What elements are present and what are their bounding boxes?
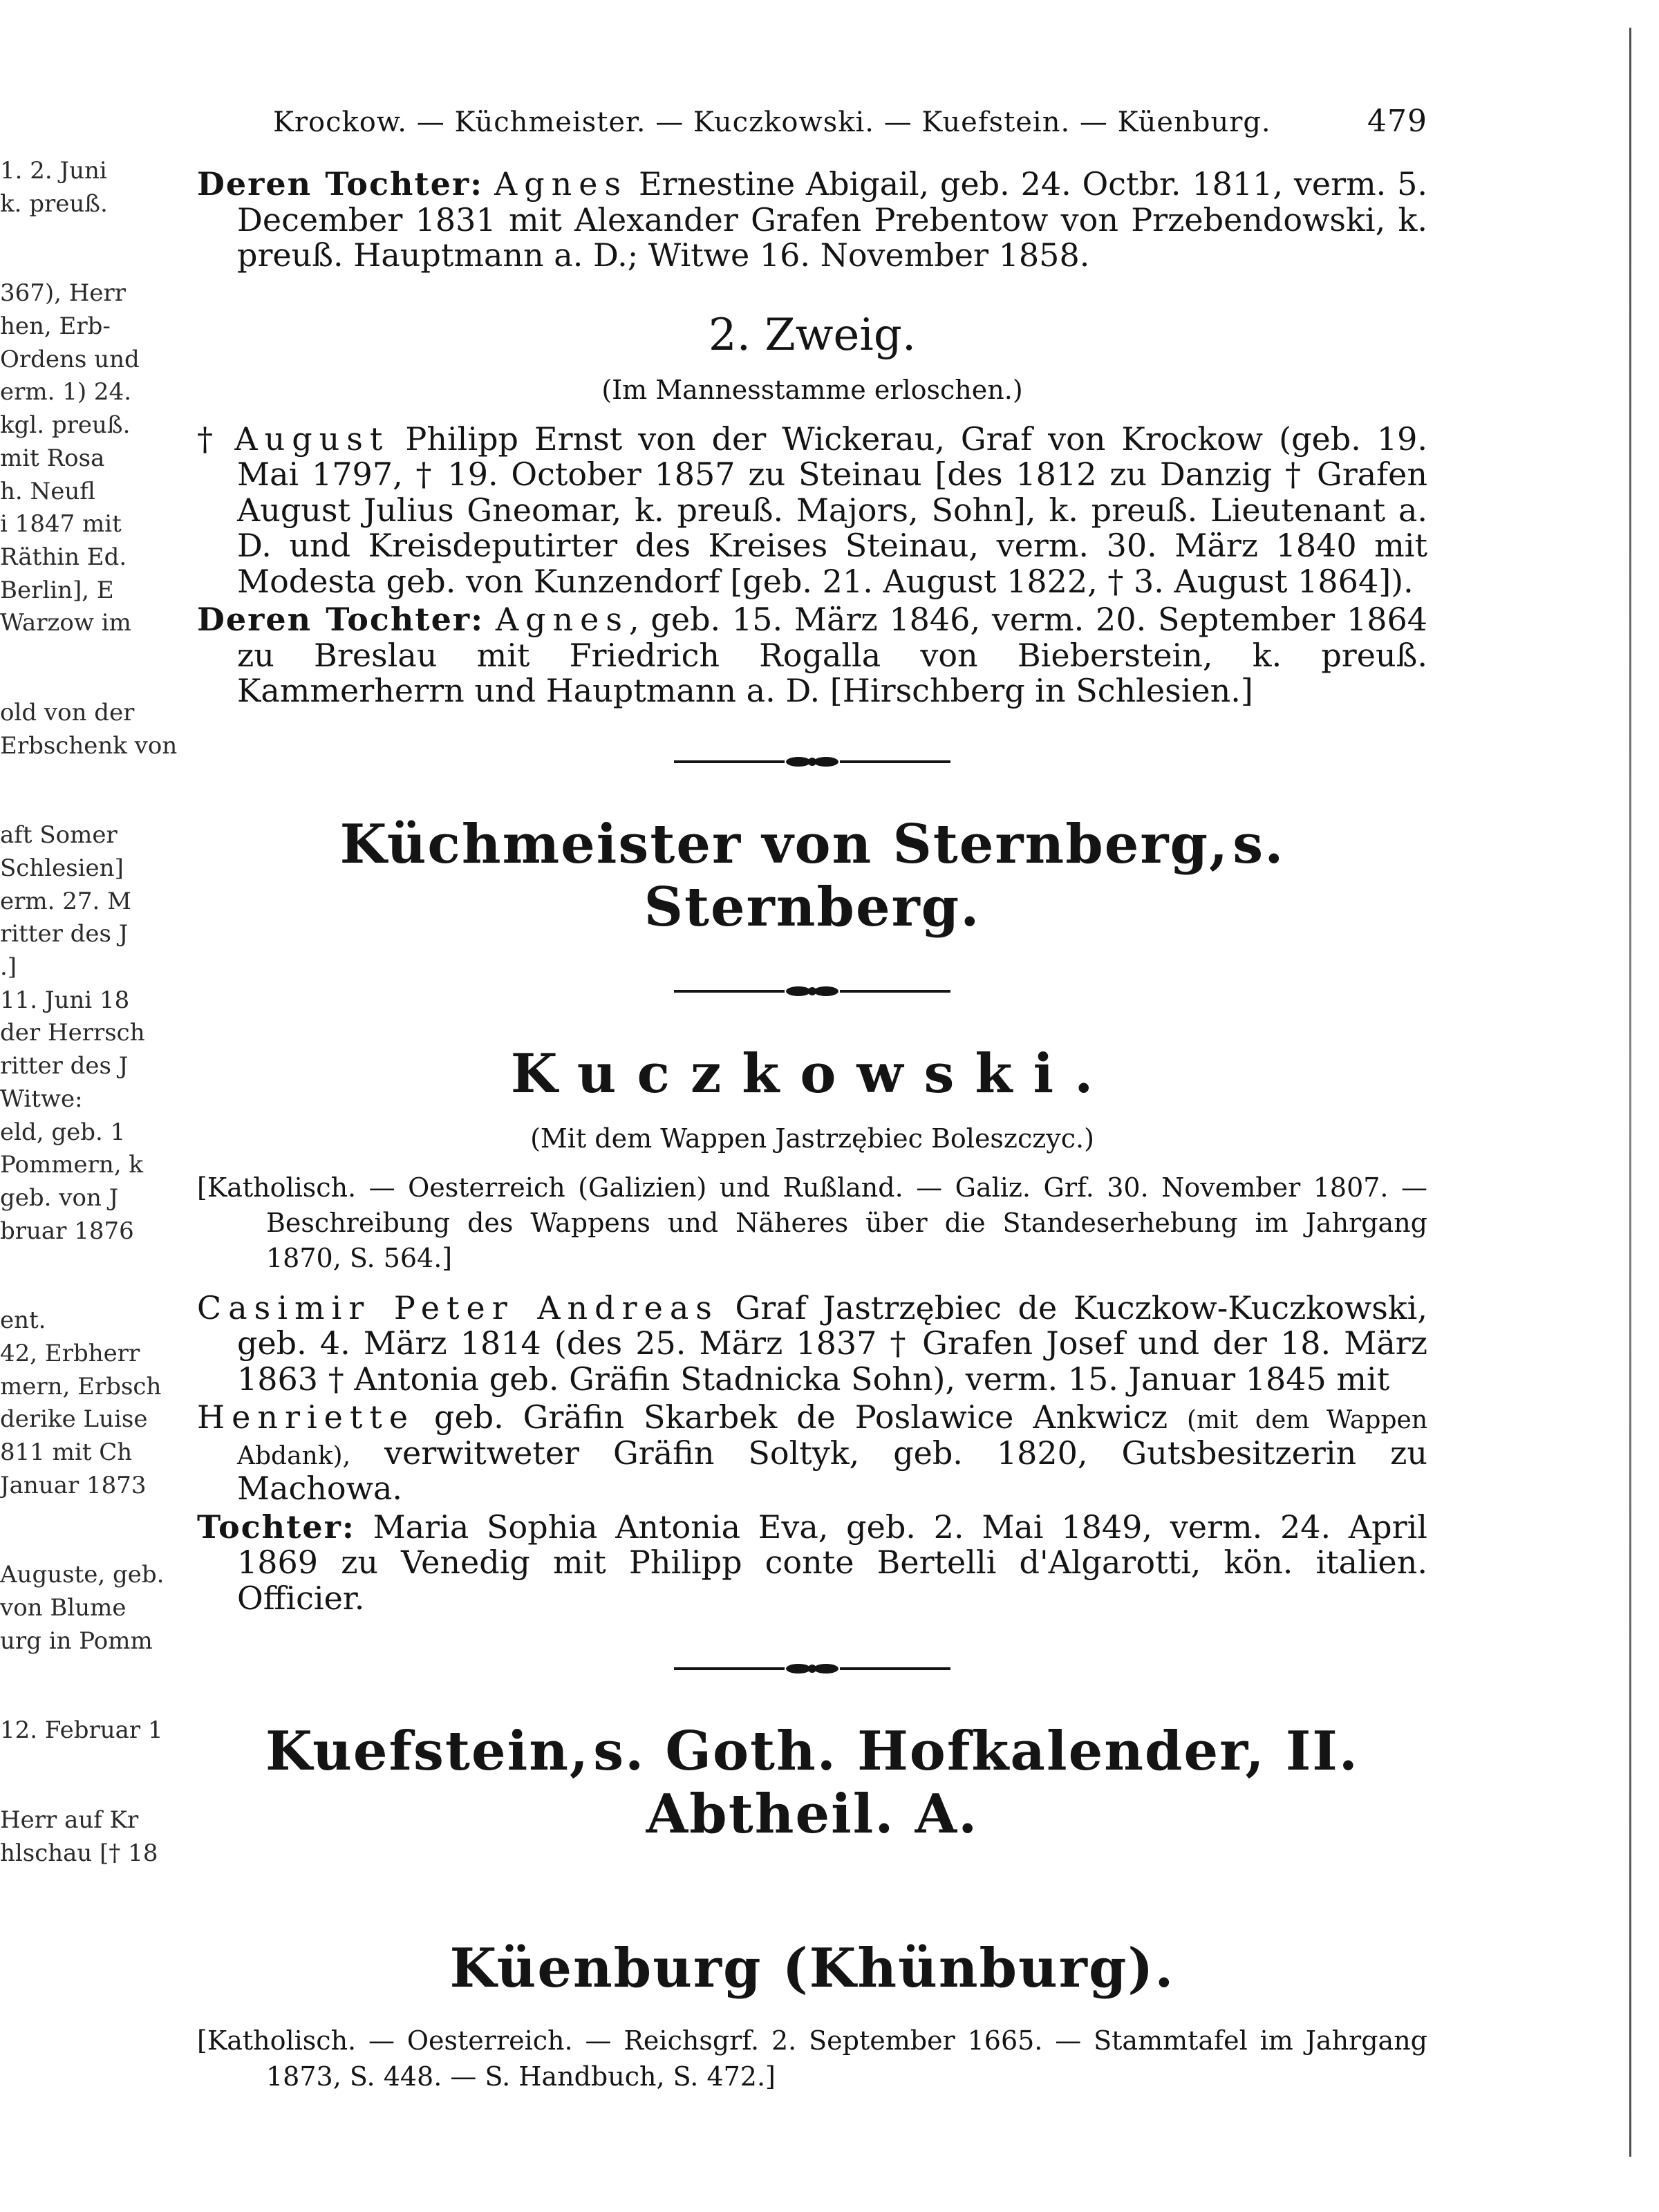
page [197,104,1427,2108]
bleed-fragment: ritter des J [0,920,129,948]
entry-text: Graf Jastrzębiec de Kuczkow-Kuczkowski, geb. 4. März 1814 (des 25. März 1837 † Grafen Josef und der 18. März 1863 † Antonia geb. Gräfin Stadnicka Sohn), verm. 15. Januar 1845 mit [237,1288,1428,1398]
bleed-fragment: von Blume [0,1594,126,1622]
bleed-fragment: aft Somer [0,821,118,850]
bleed-fragment [0,644,131,693]
bleed-fragment: h. Neufl [0,477,95,505]
entry-name: Agnes [494,165,628,203]
bleed-fragment: hen, Erb- [0,312,111,341]
bleed-fragment [0,1662,131,1710]
zweig-daughter-entry [197,602,1427,709]
bleed-fragment: old von der [0,698,135,727]
kuechmeister-heading [197,813,1427,939]
entry-text: Maria Sophia Antonia Eva, geb. 2. Mai 1849, verm. 24. April 1869 zu Venedig mit Philipp conte Bertelli d'Algarotti, kön. italien. Officier. [237,1508,1428,1617]
family-title: Kuefstein, [265,1720,590,1783]
bleed-fragment: 811 mit Ch [0,1438,133,1466]
family-reference: s. Sternberg. [644,812,1285,939]
cross-mark: † [197,420,219,458]
entry-lead: Deren Tochter: [197,601,485,639]
section-note: (Im Mannesstamme erloschen.) [601,374,1023,405]
bleed-fragment: Pommern, k [0,1151,143,1179]
bleed-fragment: .] [0,953,17,982]
family-reference: s. Goth. Hofkalender, II. Abtheil. A. [593,1720,1359,1846]
tochter-entry [197,1510,1427,1617]
section-divider [197,1660,1427,1677]
bleed-fragment: Herr auf Kr [0,1806,139,1835]
left-page-bleed [0,157,178,1875]
bleed-fragment: 367), Herr [0,279,126,308]
entry-text-small: (mit dem Wappen Abdank), [237,1406,1428,1470]
kuczkowski-title: Kuczkowski. [510,1042,1114,1105]
page-number: 479 [1367,104,1427,139]
august-entry [197,422,1427,600]
entry-name: Agnes [495,601,629,639]
bleed-fragment: 12. Februar 1 [0,1716,163,1745]
running-head [197,104,1427,139]
page-edge-shadow [1629,28,1631,2157]
section-heading-zweig: 2. Zweig. [708,309,917,361]
entry-name: Henriette [197,1398,415,1436]
bleed-fragment [0,1752,131,1800]
entry-text: geb. Gräfin Skarbek de Poslawice Ankwicz [434,1398,1168,1436]
running-head-text: Krockow. — Küchmeister. — Kuczkowski. — Kuefstein. — Küenburg. [273,106,1271,138]
bleed-fragment: hlschau [† 18 [0,1839,158,1867]
entry-lead: Deren Tochter: [197,165,484,203]
bleed-fragment: der Herrsch [0,1019,145,1047]
bleed-fragment: Berlin], E [0,576,114,604]
krockow-daughter-entry [197,167,1427,274]
entry-lead: Tochter: [197,1508,355,1546]
bleed-fragment: Ordens und [0,345,140,373]
entry-text: verwitweter Gräfin Soltyk, geb. 1820, Gutsbesitzerin zu Machowa. [237,1434,1427,1508]
section-divider [197,983,1427,1000]
bleed-fragment: erm. 27. M [0,887,131,915]
entry-name: August [234,420,390,458]
bleed-fragment: 1. 2. Juni [0,157,107,185]
bleed-fragment: i 1847 mit [0,510,122,538]
bleed-fragment: mern, Erbsch [0,1372,162,1400]
entry-text: , geb. 15. März 1846, verm. 20. September 1864 zu Breslau mit Friedrich Rogalla von Bieberstein, k. preuß. Kammerherrn und Hauptmann a. D. [Hirschberg in Schlesien.] [237,601,1427,710]
kuefstein-heading [197,1720,1427,1846]
bleed-fragment [0,767,131,815]
blank-spacer [674,1894,950,1895]
family-title: Küchmeister von Sternberg, [339,812,1230,876]
kuczkowski-bracket-note: [Katholisch. — Oesterreich (Galizien) und Rußland. — Galiz. Grf. 30. November 1807. — Beschreibung des Wappens und Näheres über die Standeserhebung im Jahrgang 1870, S. 564.] [197,1172,1427,1274]
bleed-fragment [0,1252,131,1300]
bleed-fragment: Räthin Ed. [0,543,127,571]
bleed-fragment: Auguste, geb. [0,1561,165,1589]
bleed-fragment: k. preuß. [0,189,108,218]
bleed-fragment: mit Rosa [0,444,105,472]
entry-text: Ernestine Abigail, geb. 24. Octbr. 1811, verm. 5. December 1831 mit Alexander Grafen Prebentow von Przebendowski, k. preuß. Hauptmann a. D.; Witwe 16. November 1858. [237,165,1428,274]
bleed-fragment: Januar 1873 [0,1471,147,1499]
bleed-fragment: ent. [0,1306,46,1335]
entry-name: Casimir Peter Andreas [197,1288,719,1327]
bleed-fragment: bruar 1876 [0,1217,134,1245]
bleed-fragment: Warzow im [0,609,131,637]
bleed-fragment: derike Luise [0,1405,148,1434]
bleed-fragment: ritter des J [0,1052,129,1080]
bleed-fragment: Erbschenk von [0,731,178,760]
kuenburg-title: Küenburg (Khünburg). [449,1937,1175,2000]
bleed-fragment: 11. Juni 18 [0,986,130,1014]
section-divider [197,1894,1427,1895]
divider-ornament [674,1660,950,1677]
bleed-fragment: erm. 1) 24. [0,378,132,406]
bleed-fragment [0,1506,131,1555]
bleed-fragment: eld, geb. 1 [0,1118,126,1146]
bleed-fragment: Witwe: [0,1085,83,1113]
bleed-fragment: 42, Erbherr [0,1339,140,1367]
bleed-fragment: Schlesien] [0,854,124,882]
bleed-fragment: geb. von J [0,1183,119,1212]
entry-text: Philipp Ernst von der Wickerau, Graf von Krockow (geb. 19. Mai 1797, † 19. October 1857 zu Steinau [des 1812 zu Danzig † Grafen August Julius Gneomar, k. preuß. Majors, Sohn], k. preuß. Lieutenant a. D. und Kreisdeputirter des Kreises Steinau, verm. 30. März 1840 mit Modesta geb. von Kunzendorf [geb. 21. August 1822, † 3. August 1864]). [237,420,1428,600]
bleed-fragment: kgl. preuß. [0,411,131,440]
arms-note: (Mit dem Wappen Jastrzębiec Boleszczyc.) [530,1123,1094,1154]
bleed-fragment [0,225,131,273]
divider-ornament [674,983,950,1000]
kuenburg-bracket-note: [Katholisch. — Oesterreich. — Reichsgrf. 2. September 1665. — Stammtafel im Jahrgang 1873, S. 448. — S. Handbuch, S. 472.] [197,2025,1427,2092]
divider-ornament [674,753,950,770]
henriette-entry [197,1400,1427,1507]
bleed-fragment: urg in Pomm [0,1627,153,1655]
casimir-entry [197,1288,1428,1398]
section-divider [197,753,1427,770]
